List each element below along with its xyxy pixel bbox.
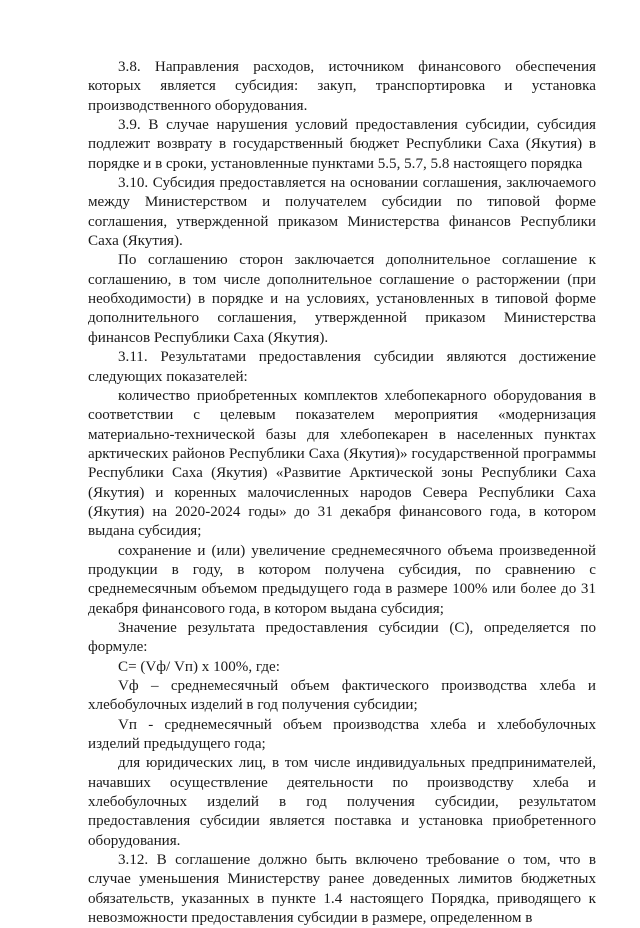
- paragraph-3-11: 3.11. Результатами предоставления субсидии являются достижение следующих показателей:: [88, 349, 596, 385]
- indicator-production-volume: сохранение и (или) увеличение среднемесячного объема произведенной продукции в году, в котором получена субсидия, по сравнению с среднемесячным объемом предыдущего года в размере 100% или более до 31 декабря финансового года, в котором выдана субсидия;: [88, 542, 596, 617]
- formula-vf-definition: Vф – среднемесячный объем фактического производства хлеба и хлебобулочных изделий в год получения субсидии;: [88, 678, 596, 714]
- paragraph-new-entities: для юридических лиц, в том числе индивидуальных предпринимателей, начавших осуществление деятельности по производству хлеба и хлебобулочных изделий в год получения субсидии, результатом предоставления субсидии является поставка и установка приобретенного оборудования.: [88, 755, 596, 849]
- paragraph-3-9: 3.9. В случае нарушения условий предоставления субсидии, субсидия подлежит возврату в государственный бюджет Республики Саха (Якутия) в порядке и в сроки, установленные пунктами 5.5, 5.7, 5.8 настоящего порядка: [88, 117, 596, 172]
- indicator-equipment-count: количество приобретенных комплектов хлебопекарного оборудования в соответствии с целевым показателем мероприятия «модернизация материально-технической базы для хлебопекарен в населенных пунктах арктических районов Республики Саха (Якутия)» государственной программы Республики Саха (Якутия) «Развитие Арктической зоны Республики Саха (Якутия) и коренных малочисленных народов Севера Республики Саха (Якутия) на 2020-2024 годы» до 31 декабря финансового года, в котором выдана субсидия;: [88, 387, 596, 540]
- formula-vp-definition: Vп - среднемесячный объем производства хлеба и хлебобулочных изделий предыдущего года;: [88, 716, 596, 753]
- paragraph-additional-agreement: По соглашению сторон заключается дополнительное соглашение к соглашению, в том числе дополнительное соглашение о расторжении (при необходимости) в порядке и на условиях, установленных в типовой форме дополнительного соглашения, утвержденной приказом Министерства финансов Республики Саха (Якутия).: [88, 252, 596, 346]
- formula: С= (Vф/ Vп) х 100%, где:: [118, 658, 280, 675]
- paragraph-3-10: 3.10. Субсидия предоставляется на основании соглашения, заключаемого между Министерством и получателем субсидии по типовой форме соглашения, утвержденной приказом Министерства финансов Республики Саха (Якутия).: [88, 175, 596, 250]
- paragraph-3-8: 3.8. Направления расходов, источником финансового обеспечения которых является субсидия: закуп, транспортировка и установка производственного оборудования.: [88, 59, 596, 114]
- document-page: [88, 58, 596, 928]
- paragraph-3-12: 3.12. В соглашение должно быть включено требование о том, что в случае уменьшения Министерству ранее доведенных лимитов бюджетных обязательств, указанных в пункте 1.4 настоящего Порядка, приводящего к невозможности предоставления субсидии в размере, определенном в: [88, 852, 596, 927]
- result-value-intro: Значение результата предоставления субсидии (С), определяется по формуле:: [88, 619, 596, 656]
